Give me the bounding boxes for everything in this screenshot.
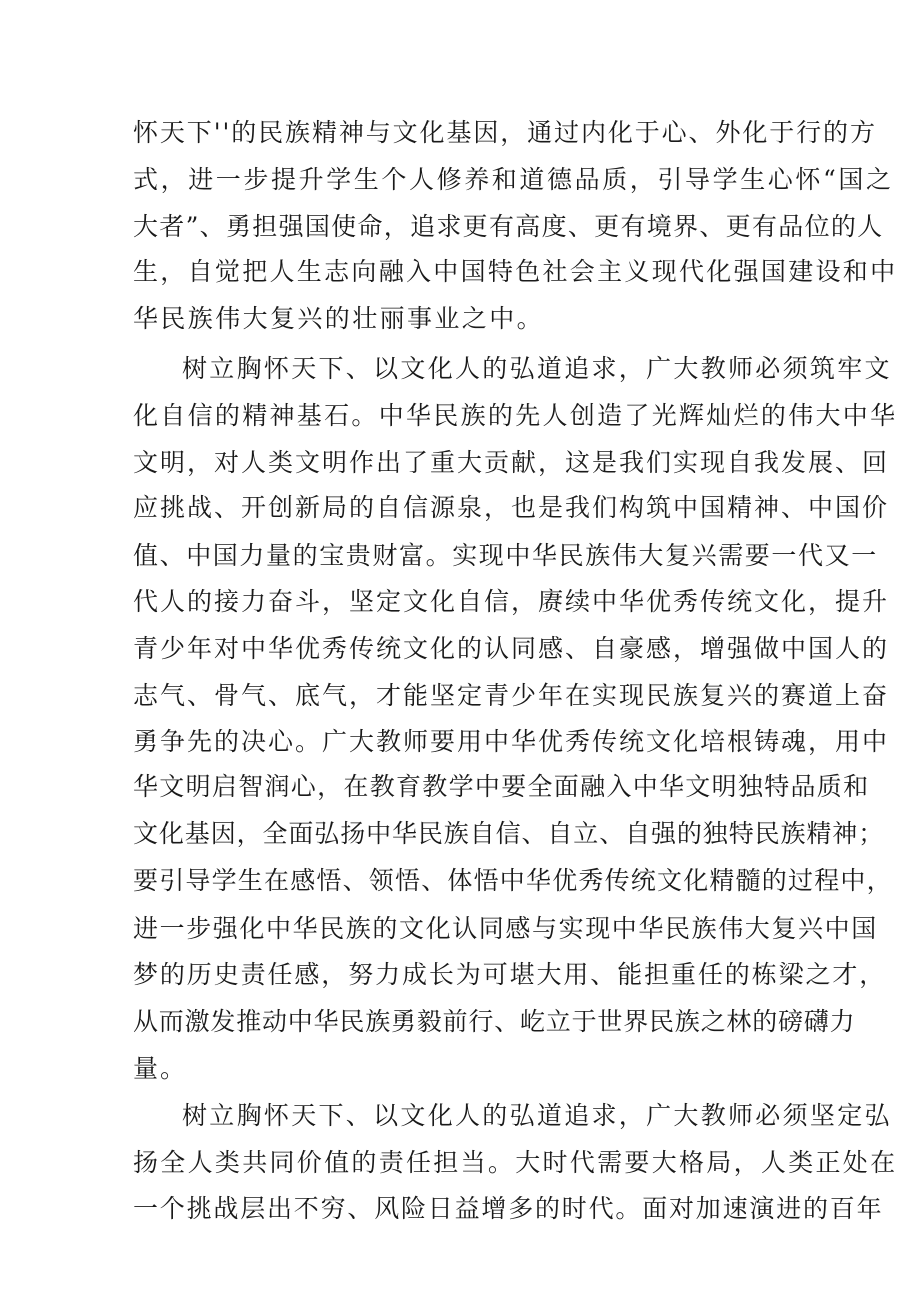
text-line: 生，自觉把人生志向融入中国特色社会主义现代化强国建设和中 — [133, 257, 898, 286]
text-line: 华民族伟大复兴的壮丽事业之中。 — [133, 304, 545, 333]
text-line: 志气、骨气、底气，才能坚定青少年在实现民族复兴的赛道上奋 — [133, 681, 890, 710]
text-line: 应挑战、开创新局的自信源泉，也是我们构筑中国精神、中国价 — [133, 493, 890, 522]
text-line: 文明，对人类文明作出了重大贡献，这是我们实现自我发展、回 — [133, 448, 890, 477]
text-line: 化自信的精神基石。中华民族的先人创造了光辉灿烂的伟大中华 — [133, 401, 898, 430]
text-line: 文化基因，全面弘扬中华民族自信、自立、自强的独特民族精神； — [133, 819, 885, 848]
text-line: 值、中国力量的宝贵财富。实现中华民族伟大复兴需要一代又一 — [133, 541, 878, 570]
text-line: 怀天下''的民族精神与文化基因，通过内化于心、外化于行的方 — [133, 118, 877, 147]
paragraph-first-line: 树立胸怀天下、以文化人的弘道追求，广大教师必须筑牢文 — [182, 354, 892, 383]
text-line: 进一步强化中华民族的文化认同感与实现中华民族伟大复兴中国 — [133, 914, 878, 943]
paragraph-first-line: 树立胸怀天下、以文化人的弘道追求，广大教师必须坚定弘 — [182, 1101, 892, 1130]
text-line: 大者”、勇担强国使命，追求更有高度、更有境界、更有品位的人 — [133, 212, 884, 241]
text-line: 量。 — [133, 1054, 188, 1083]
text-line: 要引导学生在感悟、领悟、体悟中华优秀传统文化精髓的过程中， — [133, 866, 893, 895]
text-line: 华文明启智润心，在教育教学中要全面融入中华文明独特品质和 — [133, 772, 870, 801]
text-line: 勇争先的决心。广大教师要用中华优秀传统文化培根铸魂，用中 — [133, 727, 890, 756]
text-line: 式，进一步提升学生个人修养和道德品质，引导学生心怀“国之 — [133, 165, 894, 194]
text-line: 扬全人类共同价值的责任担当。大时代需要大格局，人类正处在 — [133, 1148, 898, 1177]
text-line: 青少年对中华优秀传统文化的认同感、自豪感，增强做中国人的 — [133, 634, 890, 663]
text-line: 一个挑战层出不穷、风险日益增多的时代。面对加速演进的百年 — [133, 1194, 884, 1223]
text-line: 从而激发推动中华民族勇毅前行、屹立于世界民族之林的磅礴力 — [133, 1007, 856, 1036]
text-line: 代人的接力奋斗，坚定文化自信，赓续中华优秀传统文化，提升 — [133, 587, 890, 616]
text-line: 梦的历史责任感，努力成长为可堪大用、能担重任的栋梁之才， — [133, 960, 887, 989]
